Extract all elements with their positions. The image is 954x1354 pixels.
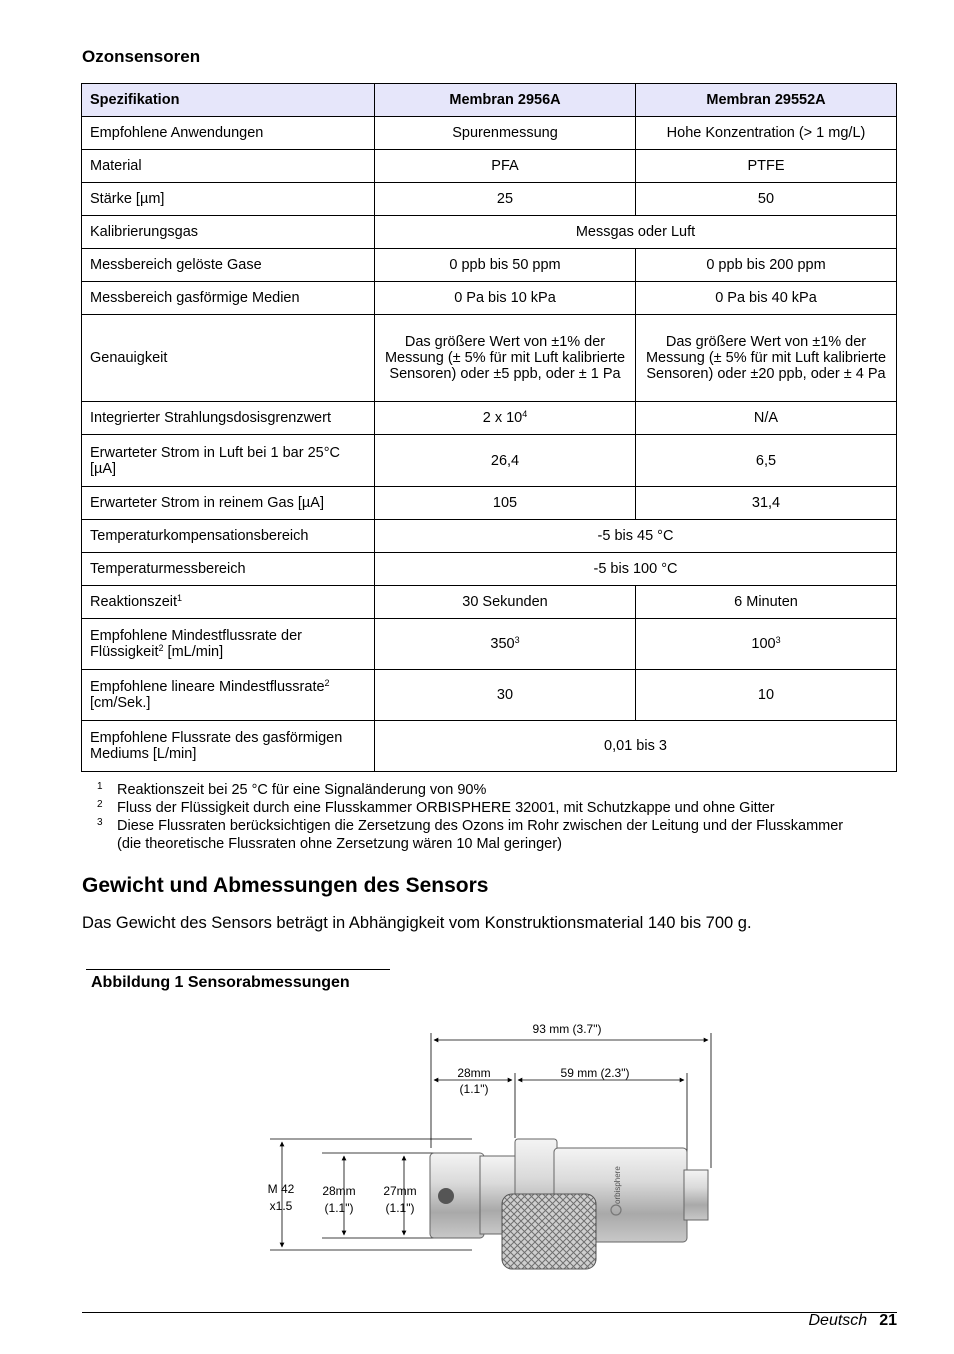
table-row [82, 216, 897, 249]
sensor-hole [438, 1188, 454, 1204]
row-label: Empfohlene Mindestflussrate der Flüssigkeit$^2$ [mL/min] [82, 619, 375, 670]
column-header: Spezifikation [82, 84, 375, 117]
sensor-connector [684, 1170, 708, 1220]
row-value-29552a: 31,4 [636, 487, 897, 520]
row-label: Genauigkeit [82, 315, 375, 402]
table-row [82, 721, 897, 772]
table-row [82, 315, 897, 402]
table-row [82, 435, 897, 487]
row-value-2956a: Das größere Wert von ±1% der Messung (± 5% für mit Luft kalibrierte Sensoren) oder ±5 ppb, oder ± 1 Pa [375, 315, 636, 402]
footer-rule [82, 1312, 897, 1313]
section-title: Ozonsensoren [82, 47, 201, 66]
table-row [82, 619, 897, 670]
thread-label-2: x1.5 [269, 1199, 293, 1213]
dia1-label: 28mm [322, 1184, 356, 1198]
figure-rule [86, 969, 390, 970]
row-value-29552a: 50 [636, 183, 897, 216]
row-label: Temperaturkompensationsbereich [82, 520, 375, 553]
row-label: Messbereich gasförmige Medien [82, 282, 375, 315]
footnote-text: Diese Flussraten berücksichtigen die Zersetzung des Ozons im Rohr zwischen der Leitung und der Flusskammer (die theoretische Flussraten ohne Zersetzung wären 10 Mal geringer) [117, 818, 844, 852]
knurled-nut [502, 1194, 596, 1269]
row-value-2956a: 25 [375, 183, 636, 216]
spec-table [81, 83, 897, 772]
row-value-29552a: Das größere Wert von ±1% der Messung (± 5% für mit Luft kalibrierte Sensoren) oder ±20 ppb, oder ± 4 Pa [636, 315, 897, 402]
row-value-2956a: Spurenmessung [375, 117, 636, 150]
row-value-merged: Messgas oder Luft [375, 216, 897, 249]
thread-label: M 42 [267, 1182, 295, 1196]
footnote-number: 2 [97, 799, 103, 810]
column-header: Membran 2956A [375, 84, 636, 117]
table-row [82, 553, 897, 586]
table-row [82, 586, 897, 619]
dim-label-total: 93 mm (3.7") [532, 1022, 602, 1036]
row-label: Erwarteter Strom in reinem Gas [µA] [82, 487, 375, 520]
row-value-29552a: 10 [636, 670, 897, 721]
row-value-merged: -5 bis 100 °C [375, 553, 897, 586]
row-value-2956a: 30 Sekunden [375, 586, 636, 619]
table-row [82, 402, 897, 435]
row-value-2956a: 2 x $10^4$ [375, 402, 636, 435]
sensor-dimension-drawing [262, 1018, 722, 1272]
table-header-row [82, 84, 897, 117]
dim-label-59mm: 59 mm (2.3") [560, 1066, 630, 1080]
dia1-label-inch: (1.1") [324, 1201, 354, 1215]
table-row [82, 670, 897, 721]
footnote-number: 3 [97, 817, 103, 828]
row-value-29552a: N/A [636, 402, 897, 435]
row-value-29552a: $100^3$ [636, 619, 897, 670]
figure-caption: Abbildung 1 Sensorabmessungen [91, 974, 350, 991]
table-body [82, 117, 897, 772]
row-label: Empfohlene Flussrate des gasförmigen Mediums [L/min] [82, 721, 375, 772]
row-value-2956a: 26,4 [375, 435, 636, 487]
footnote-text: Reaktionszeit bei 25 °C für eine Signaländerung von 90% [117, 782, 487, 798]
row-value-2956a: 105 [375, 487, 636, 520]
row-label: Stärke [µm] [82, 183, 375, 216]
table-row [82, 520, 897, 553]
table-row [82, 249, 897, 282]
footnote-number: 1 [97, 781, 103, 792]
row-label: Material [82, 150, 375, 183]
row-value-2956a: $350^3$ [375, 619, 636, 670]
table-row [82, 487, 897, 520]
row-value-29552a: 0 ppb bis 200 ppm [636, 249, 897, 282]
row-value-2956a: 30 [375, 670, 636, 721]
row-value-2956a: PFA [375, 150, 636, 183]
row-value-merged: -5 bis 45 °C [375, 520, 897, 553]
page-footer [809, 1312, 898, 1330]
page-number: 21 [879, 1312, 897, 1329]
row-label: Messbereich gelöste Gase [82, 249, 375, 282]
row-value-29552a: 0 Pa bis 40 kPa [636, 282, 897, 315]
dia2-label: 27mm [383, 1184, 417, 1198]
row-value-29552a: 6 Minuten [636, 586, 897, 619]
dia2-label-inch: (1.1") [385, 1201, 415, 1215]
brand-label: orbisphere [613, 1166, 622, 1204]
table-row [82, 282, 897, 315]
row-label: Reaktionszeit$^1$ [82, 586, 375, 619]
row-value-29552a: Hohe Konzentration (> 1 mg/L) [636, 117, 897, 150]
dim-label-28mm-inch: (1.1") [459, 1082, 489, 1096]
table-row [82, 117, 897, 150]
row-label: Erwarteter Strom in Luft bei 1 bar 25°C [µA] [82, 435, 375, 487]
column-header: Membran 29552A [636, 84, 897, 117]
row-value-merged: 0,01 bis 3 [375, 721, 897, 772]
subheading: Gewicht und Abmessungen des Sensors [82, 874, 489, 897]
row-label: Kalibrierungsgas [82, 216, 375, 249]
table-row [82, 183, 897, 216]
row-label: Empfohlene lineare Mindestflussrate$^2$ [cm/Sek.] [82, 670, 375, 721]
table-row [82, 150, 897, 183]
row-value-2956a: 0 ppb bis 50 ppm [375, 249, 636, 282]
paragraph: Das Gewicht des Sensors beträgt in Abhängigkeit vom Konstruktionsmaterial 140 bis 700 g. [82, 914, 752, 932]
footer-language: Deutsch [808, 1312, 868, 1329]
row-label: Integrierter Strahlungsdosisgrenzwert [82, 402, 375, 435]
footnote-text: Fluss der Flüssigkeit durch eine Flusskammer ORBISPHERE 32001, mit Schutzkappe und ohne Gitter [117, 800, 775, 816]
row-label: Empfohlene Anwendungen [82, 117, 375, 150]
row-value-29552a: 6,5 [636, 435, 897, 487]
row-value-2956a: 0 Pa bis 10 kPa [375, 282, 636, 315]
row-value-29552a: PTFE [636, 150, 897, 183]
dim-label-28mm: 28mm [457, 1066, 491, 1080]
row-label: Temperaturmessbereich [82, 553, 375, 586]
